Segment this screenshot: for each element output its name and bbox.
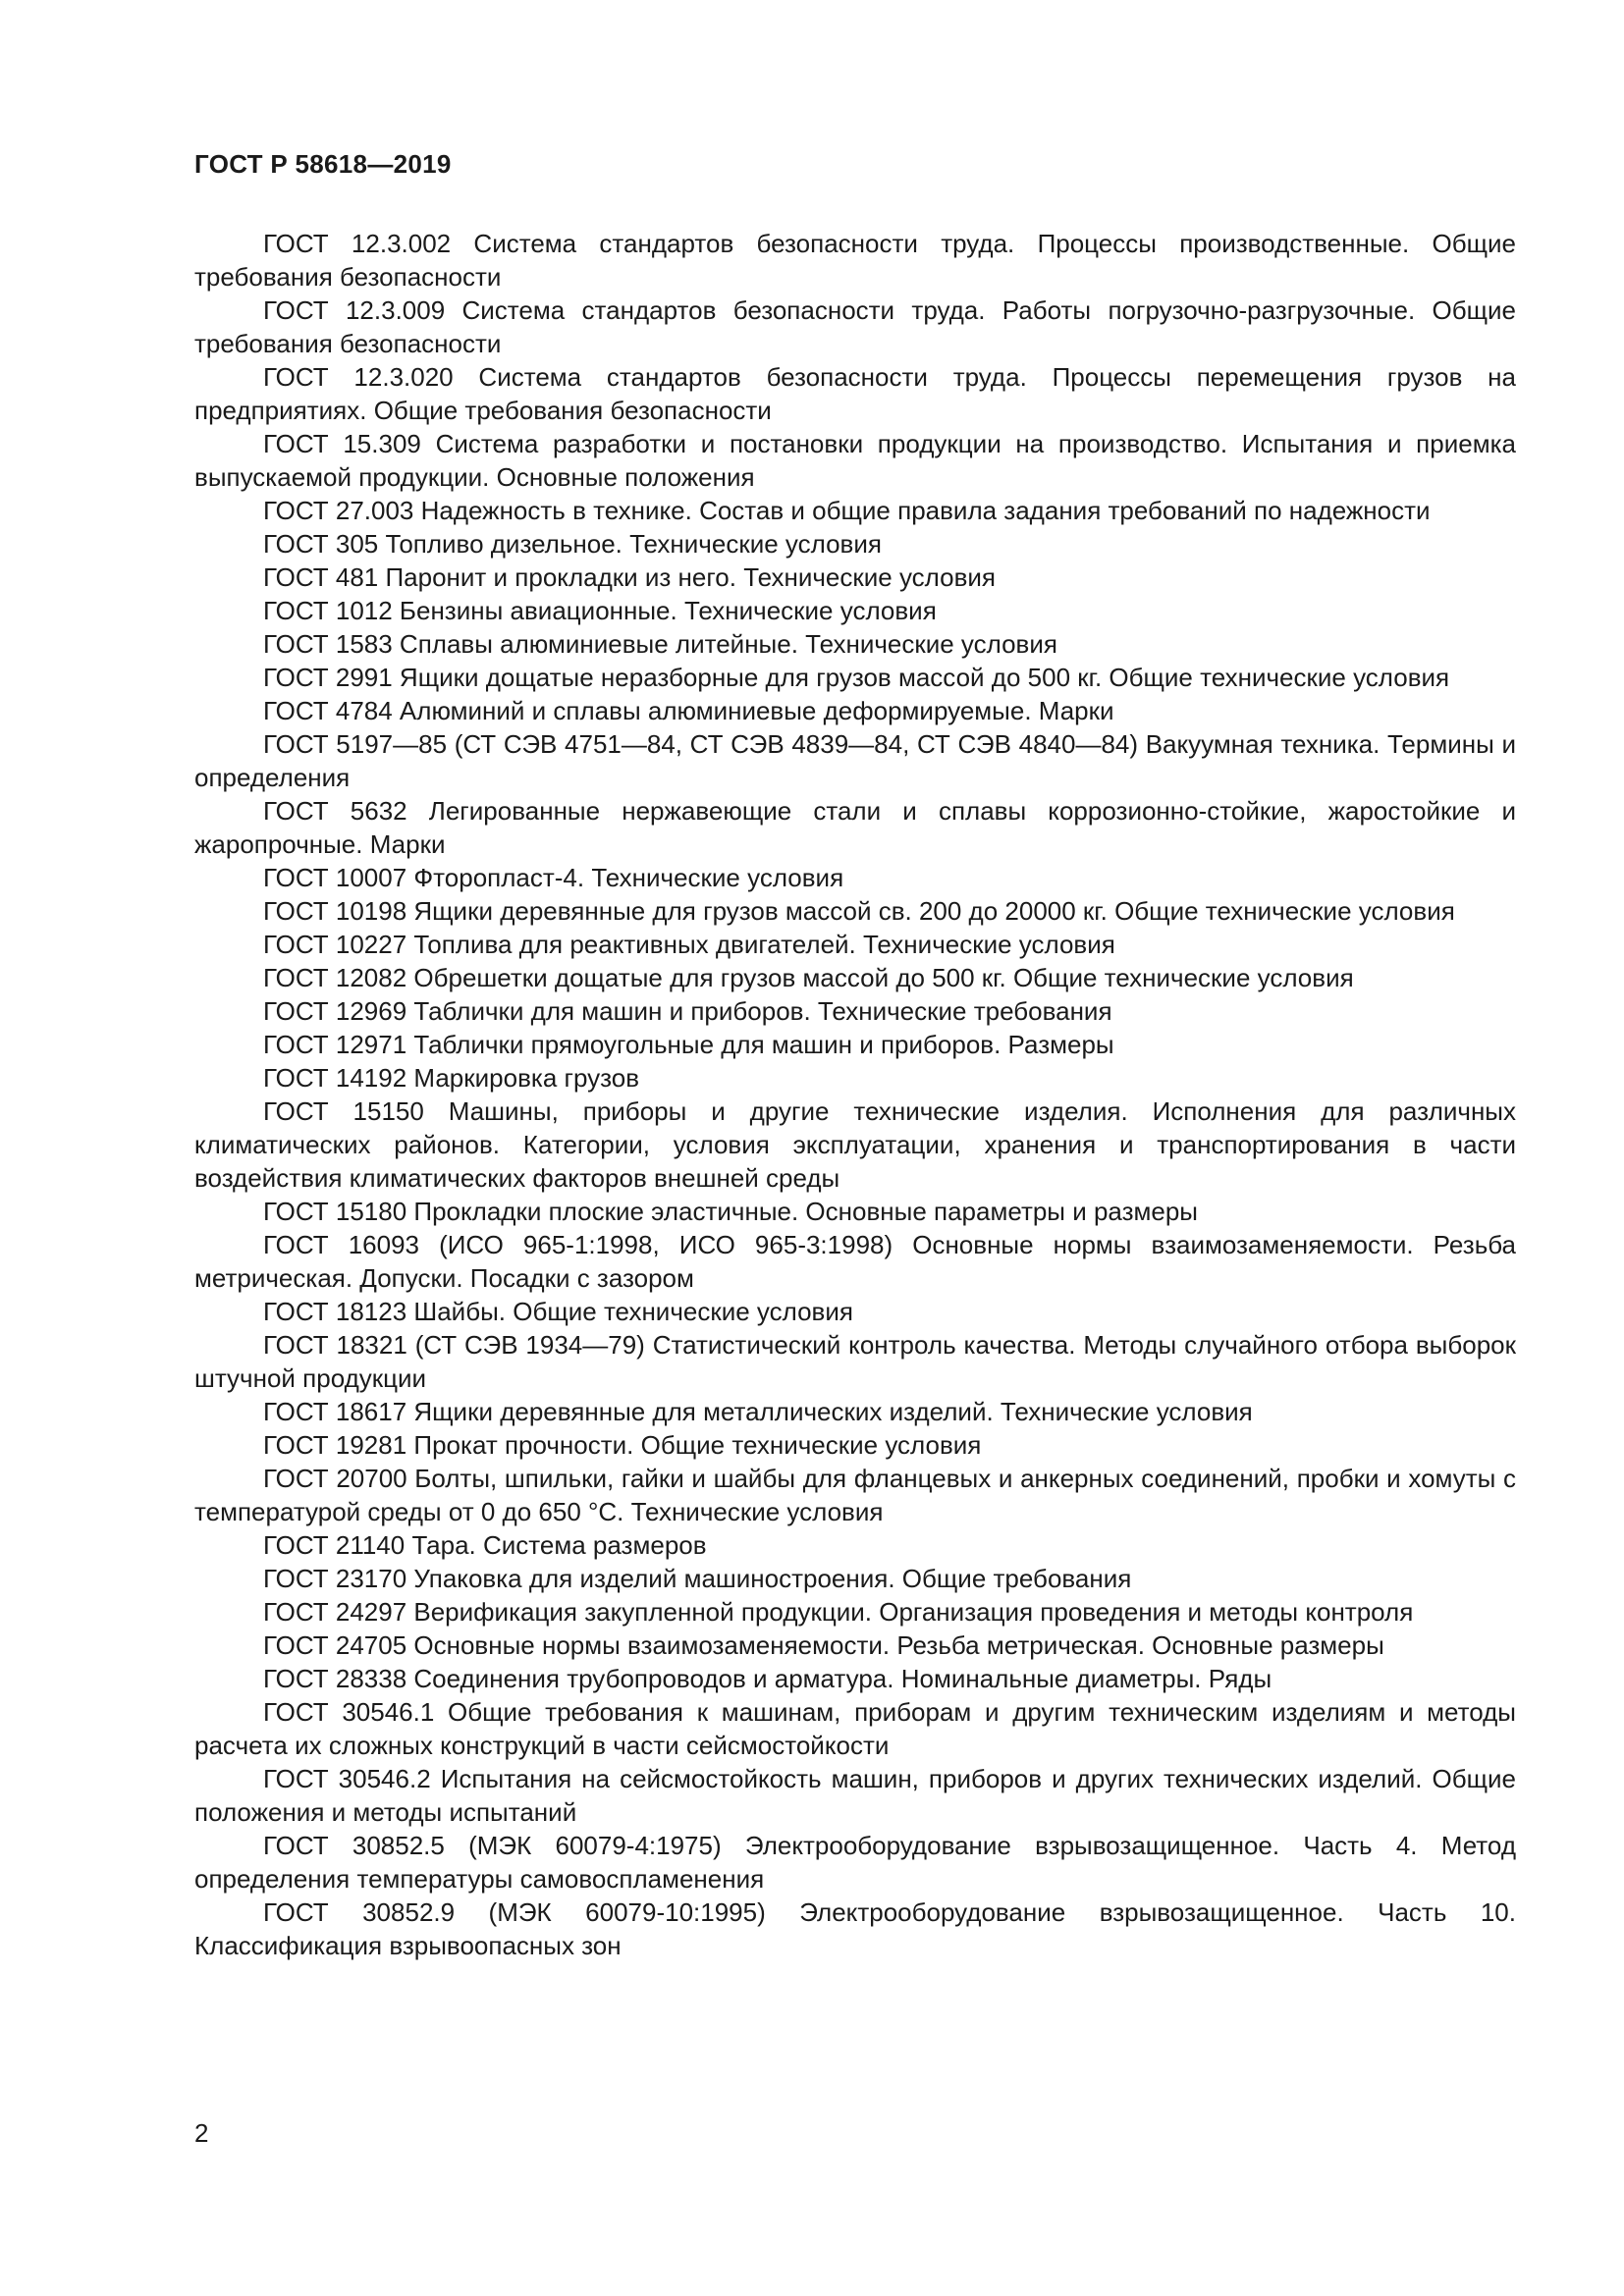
reference-entry: ГОСТ 10227 Топлива для реактивных двигателей. Технические условия bbox=[263, 930, 1115, 959]
page-number: 2 bbox=[194, 2118, 209, 2148]
reference-entry: ГОСТ 15150 Машины, приборы и другие технические изделия. Исполнения для различных климатических районов. Категории, условия эксплуатации, хранения и транспортирования в части воздействия климатических факторов внешней среды bbox=[194, 1096, 1516, 1193]
reference-entry: ГОСТ 5197—85 (СТ СЭВ 4751—84, СТ СЭВ 4839—84, СТ СЭВ 4840—84) Вакуумная техника. Термины и определения bbox=[194, 729, 1516, 792]
reference-entry: ГОСТ 12082 Обрешетки дощатые для грузов массой до 500 кг. Общие технические условия bbox=[263, 963, 1354, 992]
reference-entry: ГОСТ 27.003 Надежность в технике. Состав и общие правила задания требований по надежности bbox=[263, 496, 1431, 525]
reference-entry: ГОСТ 10007 Фторопласт-4. Технические условия bbox=[263, 863, 844, 892]
reference-entry: ГОСТ 19281 Прокат прочности. Общие технические условия bbox=[263, 1430, 982, 1460]
reference-entry: ГОСТ 30852.5 (МЭК 60079-4:1975) Электрооборудование взрывозащищенное. Часть 4. Метод определения температуры самовоспламенения bbox=[194, 1831, 1516, 1894]
page-header-doc-code: ГОСТ Р 58618—2019 bbox=[194, 149, 452, 179]
reference-entry: ГОСТ 16093 (ИСО 965-1:1998, ИСО 965-3:1998) Основные нормы взаимозаменяемости. Резьба метрическая. Допуски. Посадки с зазором bbox=[194, 1230, 1516, 1293]
reference-entry: ГОСТ 18123 Шайбы. Общие технические условия bbox=[263, 1297, 853, 1326]
reference-entry: ГОСТ 14192 Маркировка грузов bbox=[263, 1063, 640, 1093]
reference-entry: ГОСТ 28338 Соединения трубопроводов и арматура. Номинальные диаметры. Ряды bbox=[263, 1664, 1272, 1693]
reference-entry: ГОСТ 18617 Ящики деревянные для металлических изделий. Технические условия bbox=[263, 1397, 1253, 1426]
reference-entry: ГОСТ 21140 Тара. Система размеров bbox=[263, 1530, 707, 1560]
reference-entry: ГОСТ 18321 (СТ СЭВ 1934—79) Статистический контроль качества. Методы случайного отбора выборок штучной продукции bbox=[194, 1330, 1516, 1393]
reference-entry: ГОСТ 305 Топливо дизельное. Технические условия bbox=[263, 529, 882, 559]
reference-entry: ГОСТ 15180 Прокладки плоские эластичные. Основные параметры и размеры bbox=[263, 1197, 1198, 1226]
reference-entry: ГОСТ 20700 Болты, шпильки, гайки и шайбы для фланцевых и анкерных соединений, пробки и хомуты с температурой среды от 0 до 650 °С. Технические условия bbox=[194, 1464, 1516, 1526]
reference-entry: ГОСТ 1012 Бензины авиационные. Технические условия bbox=[263, 596, 937, 625]
reference-entry: ГОСТ 23170 Упаковка для изделий машиностроения. Общие требования bbox=[263, 1564, 1132, 1593]
reference-entry: ГОСТ 1583 Сплавы алюминиевые литейные. Технические условия bbox=[263, 629, 1057, 659]
reference-entry: ГОСТ 30852.9 (МЭК 60079-10:1995) Электрооборудование взрывозащищенное. Часть 10. Классификация взрывоопасных зон bbox=[194, 1897, 1516, 1960]
reference-entry: ГОСТ 15.309 Система разработки и постановки продукции на производство. Испытания и приемка выпускаемой продукции. Основные положения bbox=[194, 429, 1516, 492]
reference-entry: ГОСТ 2991 Ящики дощатые неразборные для грузов массой до 500 кг. Общие технические условия bbox=[263, 663, 1450, 692]
normative-references-list bbox=[194, 227, 1516, 1962]
reference-entry: ГОСТ 24297 Верификация закупленной продукции. Организация проведения и методы контроля bbox=[263, 1597, 1414, 1627]
reference-entry: ГОСТ 30546.1 Общие требования к машинам, приборам и другим техническим изделиям и методы расчета их сложных конструкций в части сейсмостойкости bbox=[194, 1697, 1516, 1760]
reference-entry: ГОСТ 30546.2 Испытания на сейсмостойкость машин, приборов и других технических изделий. Общие положения и методы испытаний bbox=[194, 1764, 1516, 1827]
reference-entry: ГОСТ 10198 Ящики деревянные для грузов массой св. 200 до 20000 кг. Общие технические условия bbox=[263, 896, 1455, 926]
reference-entry: ГОСТ 12.3.020 Система стандартов безопасности труда. Процессы перемещения грузов на предприятиях. Общие требования безопасности bbox=[194, 362, 1516, 425]
reference-entry: ГОСТ 5632 Легированные нержавеющие стали и сплавы коррозионно-стойкие, жаростойкие и жаропрочные. Марки bbox=[194, 796, 1516, 859]
reference-entry: ГОСТ 12969 Таблички для машин и приборов. Технические требования bbox=[263, 996, 1112, 1026]
reference-entry: ГОСТ 12.3.002 Система стандартов безопасности труда. Процессы производственные. Общие требования безопасности bbox=[194, 229, 1516, 292]
reference-entry: ГОСТ 12971 Таблички прямоугольные для машин и приборов. Размеры bbox=[263, 1030, 1114, 1059]
reference-entry: ГОСТ 12.3.009 Система стандартов безопасности труда. Работы погрузочно-разгрузочные. Общие требования безопасности bbox=[194, 295, 1516, 358]
reference-entry: ГОСТ 4784 Алюминий и сплавы алюминиевые деформируемые. Марки bbox=[263, 696, 1114, 725]
reference-entry: ГОСТ 24705 Основные нормы взаимозаменяемости. Резьба метрическая. Основные размеры bbox=[263, 1630, 1384, 1660]
reference-entry: ГОСТ 481 Паронит и прокладки из него. Технические условия bbox=[263, 562, 997, 592]
